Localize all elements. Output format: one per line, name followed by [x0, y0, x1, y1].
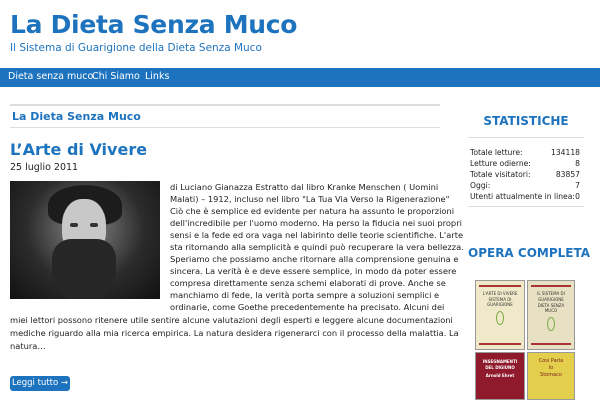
- book-cover-text: L'ARTE DI VIVERE: [482, 291, 518, 296]
- cover-band: [531, 343, 571, 345]
- stat-value: 7: [575, 181, 580, 190]
- book-cover-text: INSEGNAMENTI: [482, 359, 518, 364]
- stats-divider: [468, 137, 584, 138]
- book-cover[interactable]: [475, 352, 525, 400]
- site-title[interactable]: La Dieta Senza Muco: [10, 10, 298, 39]
- post-excerpt-line: sincera. La verità è e deve essere semplice, in modo da poter essere: [170, 266, 457, 276]
- post-excerpt-line: sta ritornando alla semplicità e quindi può recuperare la vera bellezza.: [170, 242, 464, 252]
- stats-divider: [468, 206, 584, 207]
- post-excerpt-line: manchiamo di fede, la verità porta sempre a soluzioni semplici e: [170, 290, 440, 300]
- stat-label: Letture odierne:: [470, 159, 531, 168]
- stat-row: [470, 148, 580, 159]
- nav-item-chi-siamo[interactable]: Chi Siamo: [92, 71, 140, 82]
- book-cover-text: GUARIGIONE: [538, 297, 564, 302]
- post-excerpt-line: mediche riguardo alla mia ricerca empirica. La natura desidera rigenerarci con il processo della malattia. La: [10, 328, 459, 338]
- post-excerpt-line: compresa direttamente senza schemi elaborati di prove. Anche se: [170, 278, 446, 288]
- post-excerpt-line: sensi e la fede ed ora vaga nel labirinto delle teorie scientifiche. L'arte: [170, 230, 464, 240]
- portrait-beard: [52, 239, 116, 299]
- stat-label: Utenti attualmente in linea:: [470, 192, 575, 201]
- cover-emblem-icon: [496, 311, 504, 325]
- stat-row: [470, 170, 580, 181]
- book-cover[interactable]: [527, 352, 575, 400]
- stat-row: [470, 192, 580, 203]
- main-navigation: [0, 68, 600, 87]
- post-excerpt-line: ordinarie, come Goethe precedentemente ha precisato. Alcuni dei: [170, 302, 445, 312]
- site-header: [0, 0, 600, 68]
- stat-value: 0: [575, 192, 580, 201]
- stats-widget-title: STATISTICHE: [483, 114, 569, 128]
- portrait-eye: [90, 223, 98, 227]
- nav-item-dieta-senza-muco[interactable]: Dieta senza muco: [8, 71, 94, 82]
- stat-row: [470, 159, 580, 170]
- stat-label: Oggi:: [470, 181, 491, 190]
- book-cover[interactable]: [475, 280, 525, 350]
- stat-label: Totale visitatori:: [470, 170, 531, 179]
- post-excerpt-line: Malati) – 1912, incluso nel libro "La Tua Via Verso la Rigenerazione": [170, 194, 450, 204]
- post-excerpt-line: Speriamo che possiamo anche ritornare alla comprensione genuina e: [170, 254, 459, 264]
- post-excerpt-line: miei lettori possono ritenere utile sentire alcune valutazioni degli esperti e leggere alcune documentazioni: [10, 315, 453, 325]
- read-more-button[interactable]: Leggi tutto →: [10, 376, 70, 391]
- portrait-eye: [70, 223, 78, 227]
- cover-band: [531, 285, 571, 287]
- post-title[interactable]: L’Arte di Vivere: [10, 140, 148, 159]
- post-excerpt-line: dell'incredibile per l'uomo moderno. Ha perso la fiducia nei suoi propri: [170, 218, 462, 228]
- stat-value: 83857: [555, 170, 580, 179]
- site-tagline: Il Sistema di Guarigione della Dieta Senza Muco: [10, 42, 262, 54]
- book-cover-text: IL SISTEMA DI: [537, 291, 565, 296]
- stat-row: [470, 181, 580, 192]
- cover-band: [479, 343, 521, 345]
- post-excerpt-line: di Luciano Gianazza Estratto dal libro Kranke Menschen ( Uomini: [170, 182, 439, 192]
- stat-value: 8: [575, 159, 580, 168]
- book-cover-text: Stomaco: [540, 372, 562, 378]
- book-cover-text: Arnold Ehret: [485, 373, 515, 378]
- book-cover-text: SISTEMA DI GUARIGIONE: [487, 297, 513, 307]
- cover-emblem-icon: [547, 317, 555, 331]
- nav-item-links[interactable]: Links: [145, 71, 170, 82]
- book-cover-text: Cosi Parla: [538, 358, 564, 364]
- opera-widget-title: OPERA COMPLETA: [468, 246, 591, 260]
- cover-band: [479, 285, 521, 287]
- section-header: [10, 104, 440, 128]
- book-cover-text: DIETA SENZA MUCO: [537, 303, 565, 313]
- stat-value: 134118: [551, 148, 580, 157]
- stat-label: Totale letture:: [470, 148, 523, 157]
- book-cover-text: lo: [548, 365, 554, 371]
- post-excerpt-line: natura…: [10, 341, 46, 351]
- post-date: 25 luglio 2011: [10, 162, 79, 173]
- post-featured-image[interactable]: [10, 181, 160, 299]
- book-cover[interactable]: [527, 280, 575, 350]
- post-excerpt-line: Ciò che è semplice ed evidente per natura ha assunto le proporzioni: [170, 206, 455, 216]
- section-title: La Dieta Senza Muco: [12, 110, 141, 123]
- book-cover-text: DEL DIGIUNO: [485, 365, 515, 370]
